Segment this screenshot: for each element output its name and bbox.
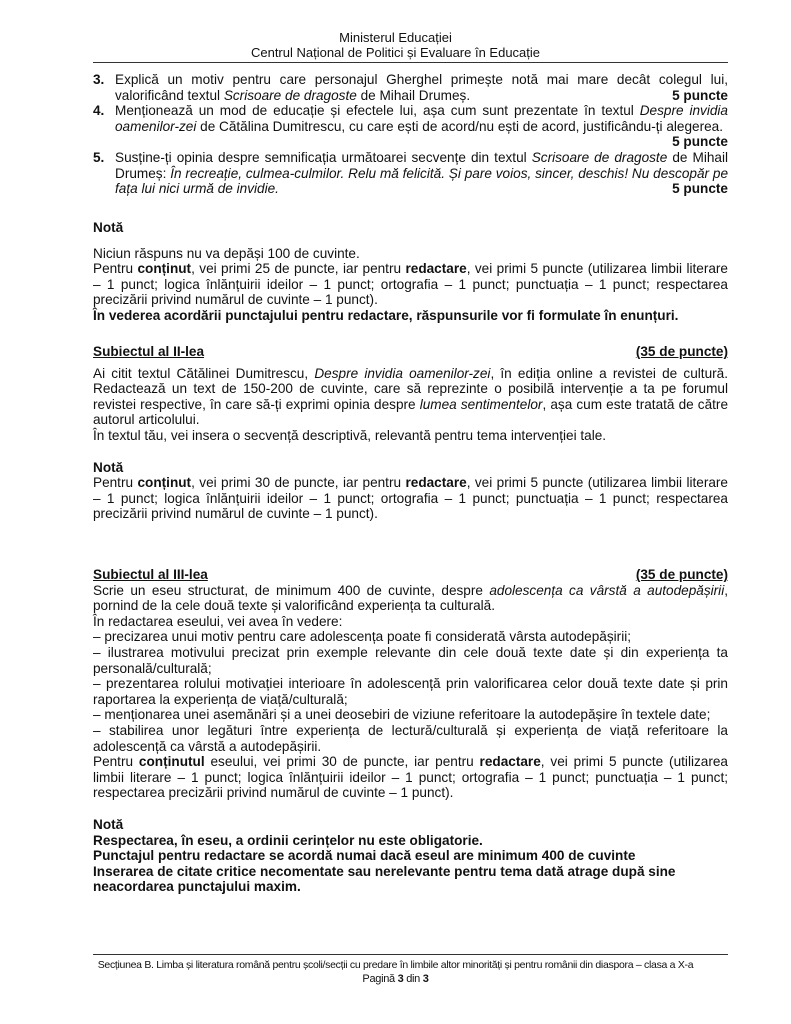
text-segment: Punctajul pentru redactare se acordă numai dacă eseul are minimum 400 de cuvinte: [93, 848, 636, 864]
question-points: 5 puncte: [672, 134, 728, 150]
subject3-heading: [93, 567, 728, 583]
question-number: 5.: [93, 149, 105, 165]
text-segment: – ilustrarea motivului precizat prin exemple relevante din cele două texte date și din experiența ta personală/culturală;: [93, 644, 728, 676]
document-footer: [0, 958, 791, 986]
paragraph: [93, 864, 728, 895]
text-segment: Scrisoare de dragoste: [531, 149, 668, 165]
paragraph: [93, 366, 728, 428]
page-current: 3: [397, 973, 404, 985]
page-total: 3: [422, 973, 429, 985]
subject2-points: (35 de puncte): [635, 344, 728, 359]
text-segment: Pentru: [93, 475, 138, 491]
question-item: [93, 72, 728, 103]
paragraph: [93, 707, 728, 723]
text-segment: Respectarea, în eseu, a ordinii cerințelor nu este obligatorie.: [93, 832, 483, 848]
header-center: Centrul Național de Politici și Evaluare în Educație: [250, 45, 541, 60]
text-segment: lumea sentimentelor: [419, 396, 543, 412]
question-points: 5 puncte: [672, 181, 728, 197]
document-header: [0, 30, 791, 60]
question-number: 4.: [93, 103, 105, 119]
text-segment: , vei primi 5 puncte (utilizarea limbii literare – 1 punct; logica înlănțuirii ideilor – 1 punct; ortografia – 1 punct; punctuația – 1 punct; respectarea precizării privind numărul de cuvinte – 1 punct).: [93, 754, 728, 801]
paragraph: [93, 848, 728, 864]
text-segment: de Mihail Drumeș.: [356, 87, 471, 103]
text-segment: , pornind de la cele două texte și valorificând experiența ta culturală.: [93, 582, 728, 614]
text-segment: Scrisoare de dragoste: [223, 87, 357, 103]
paragraph: [93, 583, 728, 614]
text-segment: – menționarea unei asemănări și a unei deosebiri de viziune referitoare la autodepășire în textele date;: [93, 707, 711, 723]
header-ministry: Ministerul Educației: [339, 30, 452, 45]
footer-section-text: Secțiunea B. Limba și literatura română pentru școli/secții cu predare în limbile altor minorități și pentru românii din diaspora – clasa a X-a: [97, 959, 694, 971]
text-segment: În redactarea eseului, vei avea în vedere:: [93, 613, 343, 629]
question-item: [93, 150, 728, 197]
subject2-title: Subiectul al II-lea: [93, 344, 205, 359]
nota1-section: [93, 220, 728, 324]
header-divider: [93, 62, 728, 63]
paragraph: [93, 261, 728, 308]
subject3-title: Subiectul al III-lea: [93, 567, 208, 582]
paragraph: [93, 833, 728, 849]
text-segment: , așa cum este tratată de către autorul articolului.: [93, 396, 729, 428]
nota3-title: Notă: [93, 816, 124, 832]
text-segment: Explică un motiv pentru care personajul Gherghel primește notă mai mare decât colegul lui, valorificând textul: [115, 72, 728, 103]
paragraph: [93, 723, 728, 754]
text-segment: adolescența ca vârstă a autodepășirii: [489, 582, 725, 598]
question-points: 5 puncte: [672, 87, 728, 103]
text-segment: redactare: [405, 261, 467, 277]
subject3-section: [93, 567, 728, 895]
paragraph: [93, 645, 728, 676]
text-segment: – prezentarea rolului motivației interioare în adolescență prin valorificarea celor două texte date și prin raportarea la experiența de viață/culturală;: [93, 676, 728, 707]
text-segment: redactare: [479, 754, 541, 770]
text-segment: – stabilirea unor legături între experiența de lectură/culturală și experiența de viață referitoare la adolescență ca vârstă a autodepășirii.: [93, 722, 728, 754]
subject3-body: [93, 583, 728, 801]
text-segment: conținutul: [138, 754, 205, 770]
paragraph: [93, 428, 728, 444]
text-segment: de Mihail Drumeș:: [115, 149, 728, 181]
text-segment: redactare: [405, 475, 467, 491]
subject2-section: [93, 344, 728, 522]
paragraph: [93, 246, 728, 262]
subject3-points: (35 de puncte): [635, 567, 728, 582]
nota2-body: [93, 475, 728, 522]
text-segment: Pentru: [93, 261, 138, 277]
text-segment: Scrie un eseu structurat, de minimum 400 de cuvinte, despre: [93, 582, 490, 598]
text-segment: de Cătălina Dumitrescu, cu care ești de acord/nu ești de acord, justificându-ți alegerea.: [196, 118, 724, 134]
subject2-heading: [93, 344, 728, 360]
text-segment: , vei primi 5 puncte (utilizarea limbii literare – 1 punct; logica înlănțuirii ideilor – 1 punct; ortografia – 1 punct; punctuația – 1 punct; respectarea precizării privind numărul de cuvinte – 1 punct).: [93, 475, 728, 522]
text-segment: , în ediția online a revistei de cultură. Redactează un text de 150-200 de cuvinte, care să reprezinte o posibilă intervenție a ta pe forumul revistei respective, în care să-ți exprimi opinia despre: [93, 365, 728, 412]
text-segment: eseului, vei primi 30 de puncte, iar pentru: [204, 754, 480, 770]
nota1-title: Notă: [93, 220, 124, 235]
footer-divider: [93, 954, 728, 955]
text-segment: În recreație, culmea-culmilor. Relu mă felicită. Și pare voios, sincer, deschis! Nu descopăr pe fața lui nici urmă de invidie.: [115, 165, 729, 197]
text-segment: conținut: [137, 475, 192, 491]
page-sep: din: [403, 973, 423, 985]
paragraph: [93, 629, 728, 645]
text-segment: Inserarea de citate critice necomentate sau nerelevante pentru tema dată atrage după sine neacordarea punctajului maxim.: [93, 863, 676, 895]
text-segment: – precizarea unui motiv pentru care adolescența poate fi considerată vârsta autodepășirii;: [93, 629, 632, 645]
page-number: [0, 972, 791, 986]
text-segment: Susține-ți opinia despre semnificația următoarei secvențe din textul: [115, 149, 532, 165]
text-segment: conținut: [137, 261, 192, 277]
nota2-title: Notă: [93, 459, 124, 475]
subject2-body: [93, 366, 728, 444]
question-item: [93, 103, 728, 150]
text-segment: Ai citit textul Cătălinei Dumitrescu,: [93, 365, 315, 381]
text-segment: Menționează un mod de educație și efectele lui, așa cum sunt prezentate în textul: [115, 103, 640, 119]
paragraph: [93, 754, 728, 801]
subject1-items: [93, 72, 728, 197]
text-segment: Despre invidia oamenilor-zei: [314, 365, 491, 381]
nota3-body: [93, 833, 728, 895]
paragraph: [93, 475, 728, 522]
text-segment: În vederea acordării punctajului pentru redactare, răspunsurile vor fi formulate în enunțuri.: [93, 307, 679, 323]
paragraph: [93, 614, 728, 630]
text-segment: , vei primi 5 puncte (utilizarea limbii literare – 1 punct; logica înlănțuirii ideilor – 1 punct; ortografia – 1 punct; punctuația – 1 punct; respectarea precizării privind numărul de cuvinte – 1 punct).: [93, 261, 728, 308]
question-number: 3.: [93, 72, 105, 87]
text-segment: Despre invidia oamenilor-zei: [115, 103, 728, 134]
text-segment: În textul tău, vei insera o secvență descriptivă, relevantă pentru tema intervenției tale.: [93, 427, 607, 443]
text-segment: Pentru: [93, 754, 139, 770]
page-prefix: Pagină: [362, 973, 398, 985]
nota1-body: [93, 246, 728, 324]
text-segment: Niciun răspuns nu va depăși 100 de cuvinte.: [93, 245, 360, 261]
paragraph: [93, 308, 728, 324]
text-segment: , vei primi 30 de puncte, iar pentru: [191, 475, 406, 491]
paragraph: [93, 676, 728, 707]
text-segment: , vei primi 25 de puncte, iar pentru: [191, 261, 406, 277]
